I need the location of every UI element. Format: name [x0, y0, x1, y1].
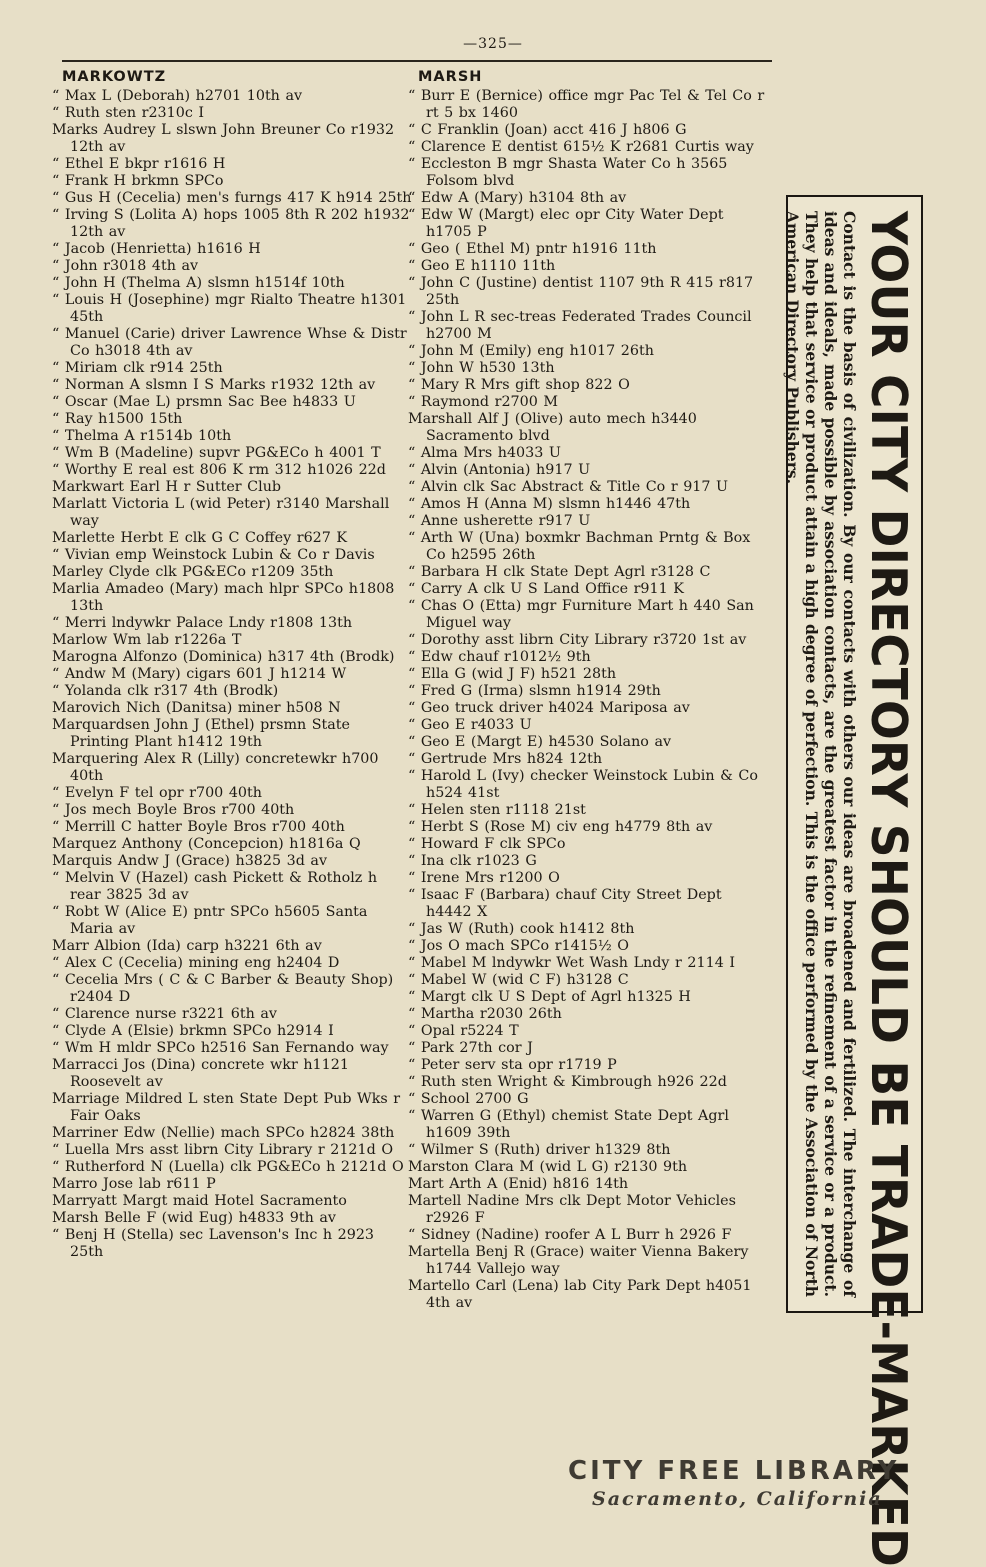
directory-entry: “ Oscar (Mae L) prsmn Sac Bee h4833 U — [52, 394, 356, 410]
directory-entry: “ Thelma A r1514b 10th — [52, 428, 232, 444]
directory-entry: Marks Audrey L slswn John Breuner Co r1932 12th av — [52, 122, 395, 155]
directory-entry: “ Ina clk r1023 G — [408, 853, 537, 869]
directory-entry: “ Ray h1500 15th — [52, 411, 183, 427]
directory-entry: Marovich Nich (Danitsa) miner h508 N — [52, 700, 341, 716]
directory-entry: “ Opal r5224 T — [408, 1023, 519, 1039]
directory-entry: “ Alvin clk Sac Abstract & Title Co r 917 U — [408, 479, 729, 495]
page-number: —325— — [463, 36, 523, 52]
directory-entry: “ Alex C (Cecelia) mining eng h2404 D — [52, 955, 340, 971]
directory-entry: “ School 2700 G — [408, 1091, 529, 1107]
directory-entry: “ Anne usherette r917 U — [408, 513, 591, 529]
directory-entry: “ Alvin (Antonia) h917 U — [408, 462, 591, 478]
directory-entry: “ Miriam clk r914 25th — [52, 360, 223, 376]
directory-entry: “ John M (Emily) eng h1017 26th — [408, 343, 654, 359]
directory-entry: “ John C (Justine) dentist 1107 9th R 415 r817 25th — [408, 275, 754, 308]
directory-entry: “ Evelyn F tel opr r700 40th — [52, 785, 262, 801]
right-column-heading: MARSH — [418, 69, 483, 85]
directory-entry: “ Sidney (Nadine) roofer A L Burr h 2926 F — [408, 1227, 732, 1243]
directory-entry: Markwart Earl H r Sutter Club — [52, 479, 282, 495]
directory-entry: “ Chas O (Etta) mgr Furniture Mart h 440 San Miguel way — [408, 598, 754, 631]
directory-entry: “ Arth W (Una) boxmkr Bachman Prntg & Box Co h2595 26th — [408, 530, 751, 563]
directory-entry: “ Harold L (Ivy) checker Weinstock Lubin & Co h524 41st — [408, 768, 758, 801]
header-rule — [62, 60, 772, 62]
directory-entry: “ Benj H (Stella) sec Lavenson's Inc h 2923 25th — [52, 1227, 375, 1260]
directory-entry: “ Warren G (Ethyl) chemist State Dept Agrl h1609 39th — [408, 1108, 729, 1141]
directory-entry: Marston Clara M (wid L G) r2130 9th — [408, 1159, 688, 1175]
directory-entry: Marr Albion (Ida) carp h3221 6th av — [52, 938, 322, 954]
directory-entry: Martello Carl (Lena) lab City Park Dept h4051 4th av — [408, 1278, 752, 1311]
directory-entry: “ Clarence nurse r3221 6th av — [52, 1006, 277, 1022]
advertisement-content — [783, 197, 921, 1567]
directory-entry: “ Jos O mach SPCo r1415½ O — [408, 938, 630, 954]
directory-entry: “ Clyde A (Elsie) brkmn SPCo h2914 I — [52, 1023, 334, 1039]
directory-entry: “ Cecelia Mrs ( C & C Barber & Beauty Shop) r2404 D — [52, 972, 394, 1005]
directory-entry: “ Helen sten r1118 21st — [408, 802, 586, 818]
directory-entry: “ Carry A clk U S Land Office r911 K — [408, 581, 684, 597]
directory-entry: Marogna Alfonzo (Dominica) h317 4th (Brodk) — [52, 649, 395, 665]
left-column — [52, 67, 412, 1261]
directory-entry: “ Edw chauf r1012½ 9th — [408, 649, 591, 665]
directory-entry: “ Jacob (Henrietta) h1616 H — [52, 241, 261, 257]
directory-entry: “ Wm B (Madeline) supvr PG&ECo h 4001 T — [52, 445, 381, 461]
directory-entry: “ Park 27th cor J — [408, 1040, 533, 1056]
directory-entry: “ Robt W (Alice E) pntr SPCo h5605 Santa Maria av — [52, 904, 368, 937]
library-stamp-location: Sacramento, California — [592, 1488, 883, 1510]
directory-entry: “ Vivian emp Weinstock Lubin & Co r Davis — [52, 547, 375, 563]
directory-entry: Martell Nadine Mrs clk Dept Motor Vehicles r2926 F — [408, 1193, 736, 1226]
directory-entry: “ Burr E (Bernice) office mgr Pac Tel & Tel Co r rt 5 bx 1460 — [408, 88, 765, 121]
right-column — [408, 67, 770, 1312]
directory-entry: Marquis Andw J (Grace) h3825 3d av — [52, 853, 328, 869]
directory-entry: “ Alma Mrs h4033 U — [408, 445, 561, 461]
directory-entry: “ Geo E h1110 11th — [408, 258, 556, 274]
directory-entry: “ Luella Mrs asst librn City Library r 2121d O — [52, 1142, 394, 1158]
directory-entry: Marquardsen John J (Ethel) prsmn State Printing Plant h1412 19th — [52, 717, 351, 750]
directory-entry: “ John W h530 13th — [408, 360, 555, 376]
directory-entry: Marlette Herbt E clk G C Coffey r627 K — [52, 530, 348, 546]
directory-entry: “ Clarence E dentist 615½ K r2681 Curtis way — [408, 139, 754, 155]
trade-mark-advertisement — [783, 195, 923, 1567]
directory-entry: “ Andw M (Mary) cigars 601 J h1214 W — [52, 666, 347, 682]
directory-entry: Marley Clyde clk PG&ECo r1209 35th — [52, 564, 334, 580]
directory-entry: “ Ethel E bkpr r1616 H — [52, 156, 226, 172]
directory-entry: “ Ruth sten Wright & Kimbrough h926 22d — [408, 1074, 727, 1090]
directory-entry: “ Isaac F (Barbara) chauf City Street Dept h4442 X — [408, 887, 722, 920]
directory-entry: “ Amos H (Anna M) slsmn h1446 47th — [408, 496, 691, 512]
right-entry-list — [408, 88, 770, 1312]
directory-entry: Marracci Jos (Dina) concrete wkr h1121 Roosevelt av — [52, 1057, 349, 1090]
directory-entry: “ Raymond r2700 M — [408, 394, 559, 410]
directory-entry: “ Margt clk U S Dept of Agrl h1325 H — [408, 989, 691, 1005]
directory-entry: “ Yolanda clk r317 4th (Brodk) — [52, 683, 279, 699]
directory-entry: “ Merri lndywkr Palace Lndy r1808 13th — [52, 615, 353, 631]
directory-entry: Marlia Amadeo (Mary) mach hlpr SPCo h1808 13th — [52, 581, 395, 614]
directory-entry: “ Geo E r4033 U — [408, 717, 532, 733]
directory-entry: “ Merrill C hatter Boyle Bros r700 40th — [52, 819, 345, 835]
directory-entry: “ Louis H (Josephine) mgr Rialto Theatre h1301 45th — [52, 292, 407, 325]
directory-entry: “ Dorothy asst librn City Library r3720 1st av — [408, 632, 747, 648]
directory-entry: Martella Benj R (Grace) waiter Vienna Bakery h1744 Vallejo way — [408, 1244, 749, 1277]
directory-entry: “ Ruth sten r2310c I — [52, 105, 205, 121]
directory-entry: “ Ella G (wid J F) h521 28th — [408, 666, 617, 682]
directory-entry: “ Irene Mrs r1200 O — [408, 870, 560, 886]
directory-entry: “ C Franklin (Joan) acct 416 J h806 G — [408, 122, 687, 138]
directory-entry: “ Max L (Deborah) h2701 10th av — [52, 88, 303, 104]
directory-entry: Marsh Belle F (wid Eug) h4833 9th av — [52, 1210, 337, 1226]
directory-entry: “ Mabel M lndywkr Wet Wash Lndy r 2114 I — [408, 955, 735, 971]
directory-entry: “ Irving S (Lolita A) hops 1005 8th R 202 h1932 12th av — [52, 207, 410, 240]
directory-entry: “ Mary R Mrs gift shop 822 O — [408, 377, 630, 393]
directory-entry: “ Rutherford N (Luella) clk PG&ECo h 2121d O — [52, 1159, 404, 1175]
directory-entry: “ Barbara H clk State Dept Agrl r3128 C — [408, 564, 711, 580]
left-column-heading: MARKOWTZ — [62, 69, 167, 85]
directory-entry: “ Wilmer S (Ruth) driver h1329 8th — [408, 1142, 671, 1158]
directory-entry: “ Howard F clk SPCo — [408, 836, 566, 852]
directory-entry: “ Geo ( Ethel M) pntr h1916 11th — [408, 241, 657, 257]
advertisement-headline: YOUR CITY DIRECTORY SHOULD BE TRADE-MARKED — [859, 211, 918, 1567]
directory-entry: Marlow Wm lab r1226a T — [52, 632, 242, 648]
directory-entry: “ Martha r2030 26th — [408, 1006, 562, 1022]
directory-entry: “ John L R sec-treas Federated Trades Council h2700 M — [408, 309, 752, 342]
directory-entry: “ Eccleston B mgr Shasta Water Co h 3565 Folsom blvd — [408, 156, 728, 189]
directory-entry: “ Herbt S (Rose M) civ eng h4779 8th av — [408, 819, 713, 835]
directory-entry: “ Edw A (Mary) h3104 8th av — [408, 190, 627, 206]
directory-entry: “ Jas W (Ruth) cook h1412 8th — [408, 921, 635, 937]
library-stamp: CITY FREE LIBRARY — [568, 1456, 900, 1486]
directory-entry: Mart Arth A (Enid) h816 14th — [408, 1176, 629, 1192]
directory-entry: Marquez Anthony (Concepcion) h1816a Q — [52, 836, 361, 852]
directory-entry: “ Gertrude Mrs h824 12th — [408, 751, 603, 767]
directory-entry: “ Frank H brkmn SPCo — [52, 173, 224, 189]
directory-entry: Marro Jose lab r611 P — [52, 1176, 216, 1192]
directory-entry: Marlatt Victoria L (wid Peter) r3140 Marshall way — [52, 496, 390, 529]
directory-entry: “ Jos mech Boyle Bros r700 40th — [52, 802, 295, 818]
directory-entry: “ Peter serv sta opr r1719 P — [408, 1057, 617, 1073]
directory-entry: “ Fred G (Irma) slsmn h1914 29th — [408, 683, 661, 699]
directory-entry: Marryatt Margt maid Hotel Sacramento — [52, 1193, 347, 1209]
directory-entry: “ Geo truck driver h4024 Mariposa av — [408, 700, 690, 716]
left-entry-list — [52, 88, 412, 1261]
directory-entry: Marshall Alf J (Olive) auto mech h3440 Sacramento blvd — [408, 411, 697, 444]
directory-entry: “ John H (Thelma A) slsmn h1514f 10th — [52, 275, 345, 291]
advertisement-body: Contact is the basis of civilization. By our contacts with others our ideas are broadened and fertilized. The interchange of ideas and ideals, made possible by association contacts, are the greatest factor in the refinement of a service or a product. They help that service or product attain a high degree of perfection. This is the office performed by the Association of North American Directory Publishers. — [783, 211, 859, 1297]
directory-entry: Marriage Mildred L sten State Dept Pub Wks r Fair Oaks — [52, 1091, 401, 1124]
directory-entry: “ Worthy E real est 806 K rm 312 h1026 22d — [52, 462, 386, 478]
directory-entry: “ Edw W (Margt) elec opr City Water Dept h1705 P — [408, 207, 724, 240]
directory-entry: “ Mabel W (wid C F) h3128 C — [408, 972, 629, 988]
directory-entry: “ Manuel (Carie) driver Lawrence Whse & Distr Co h3018 4th av — [52, 326, 407, 359]
directory-entry: “ Geo E (Margt E) h4530 Solano av — [408, 734, 672, 750]
directory-entry: “ Wm H mldr SPCo h2516 San Fernando way — [52, 1040, 389, 1056]
directory-entry: “ Gus H (Cecelia) men's furngs 417 K h914 25th — [52, 190, 412, 206]
directory-entry: “ John r3018 4th av — [52, 258, 199, 274]
directory-entry: “ Melvin V (Hazel) cash Pickett & Rotholz h rear 3825 3d av — [52, 870, 378, 903]
directory-entry: Marquering Alex R (Lilly) concretewkr h700 40th — [52, 751, 379, 784]
directory-entry: Marriner Edw (Nellie) mach SPCo h2824 38th — [52, 1125, 395, 1141]
directory-entry: “ Norman A slsmn I S Marks r1932 12th av — [52, 377, 376, 393]
